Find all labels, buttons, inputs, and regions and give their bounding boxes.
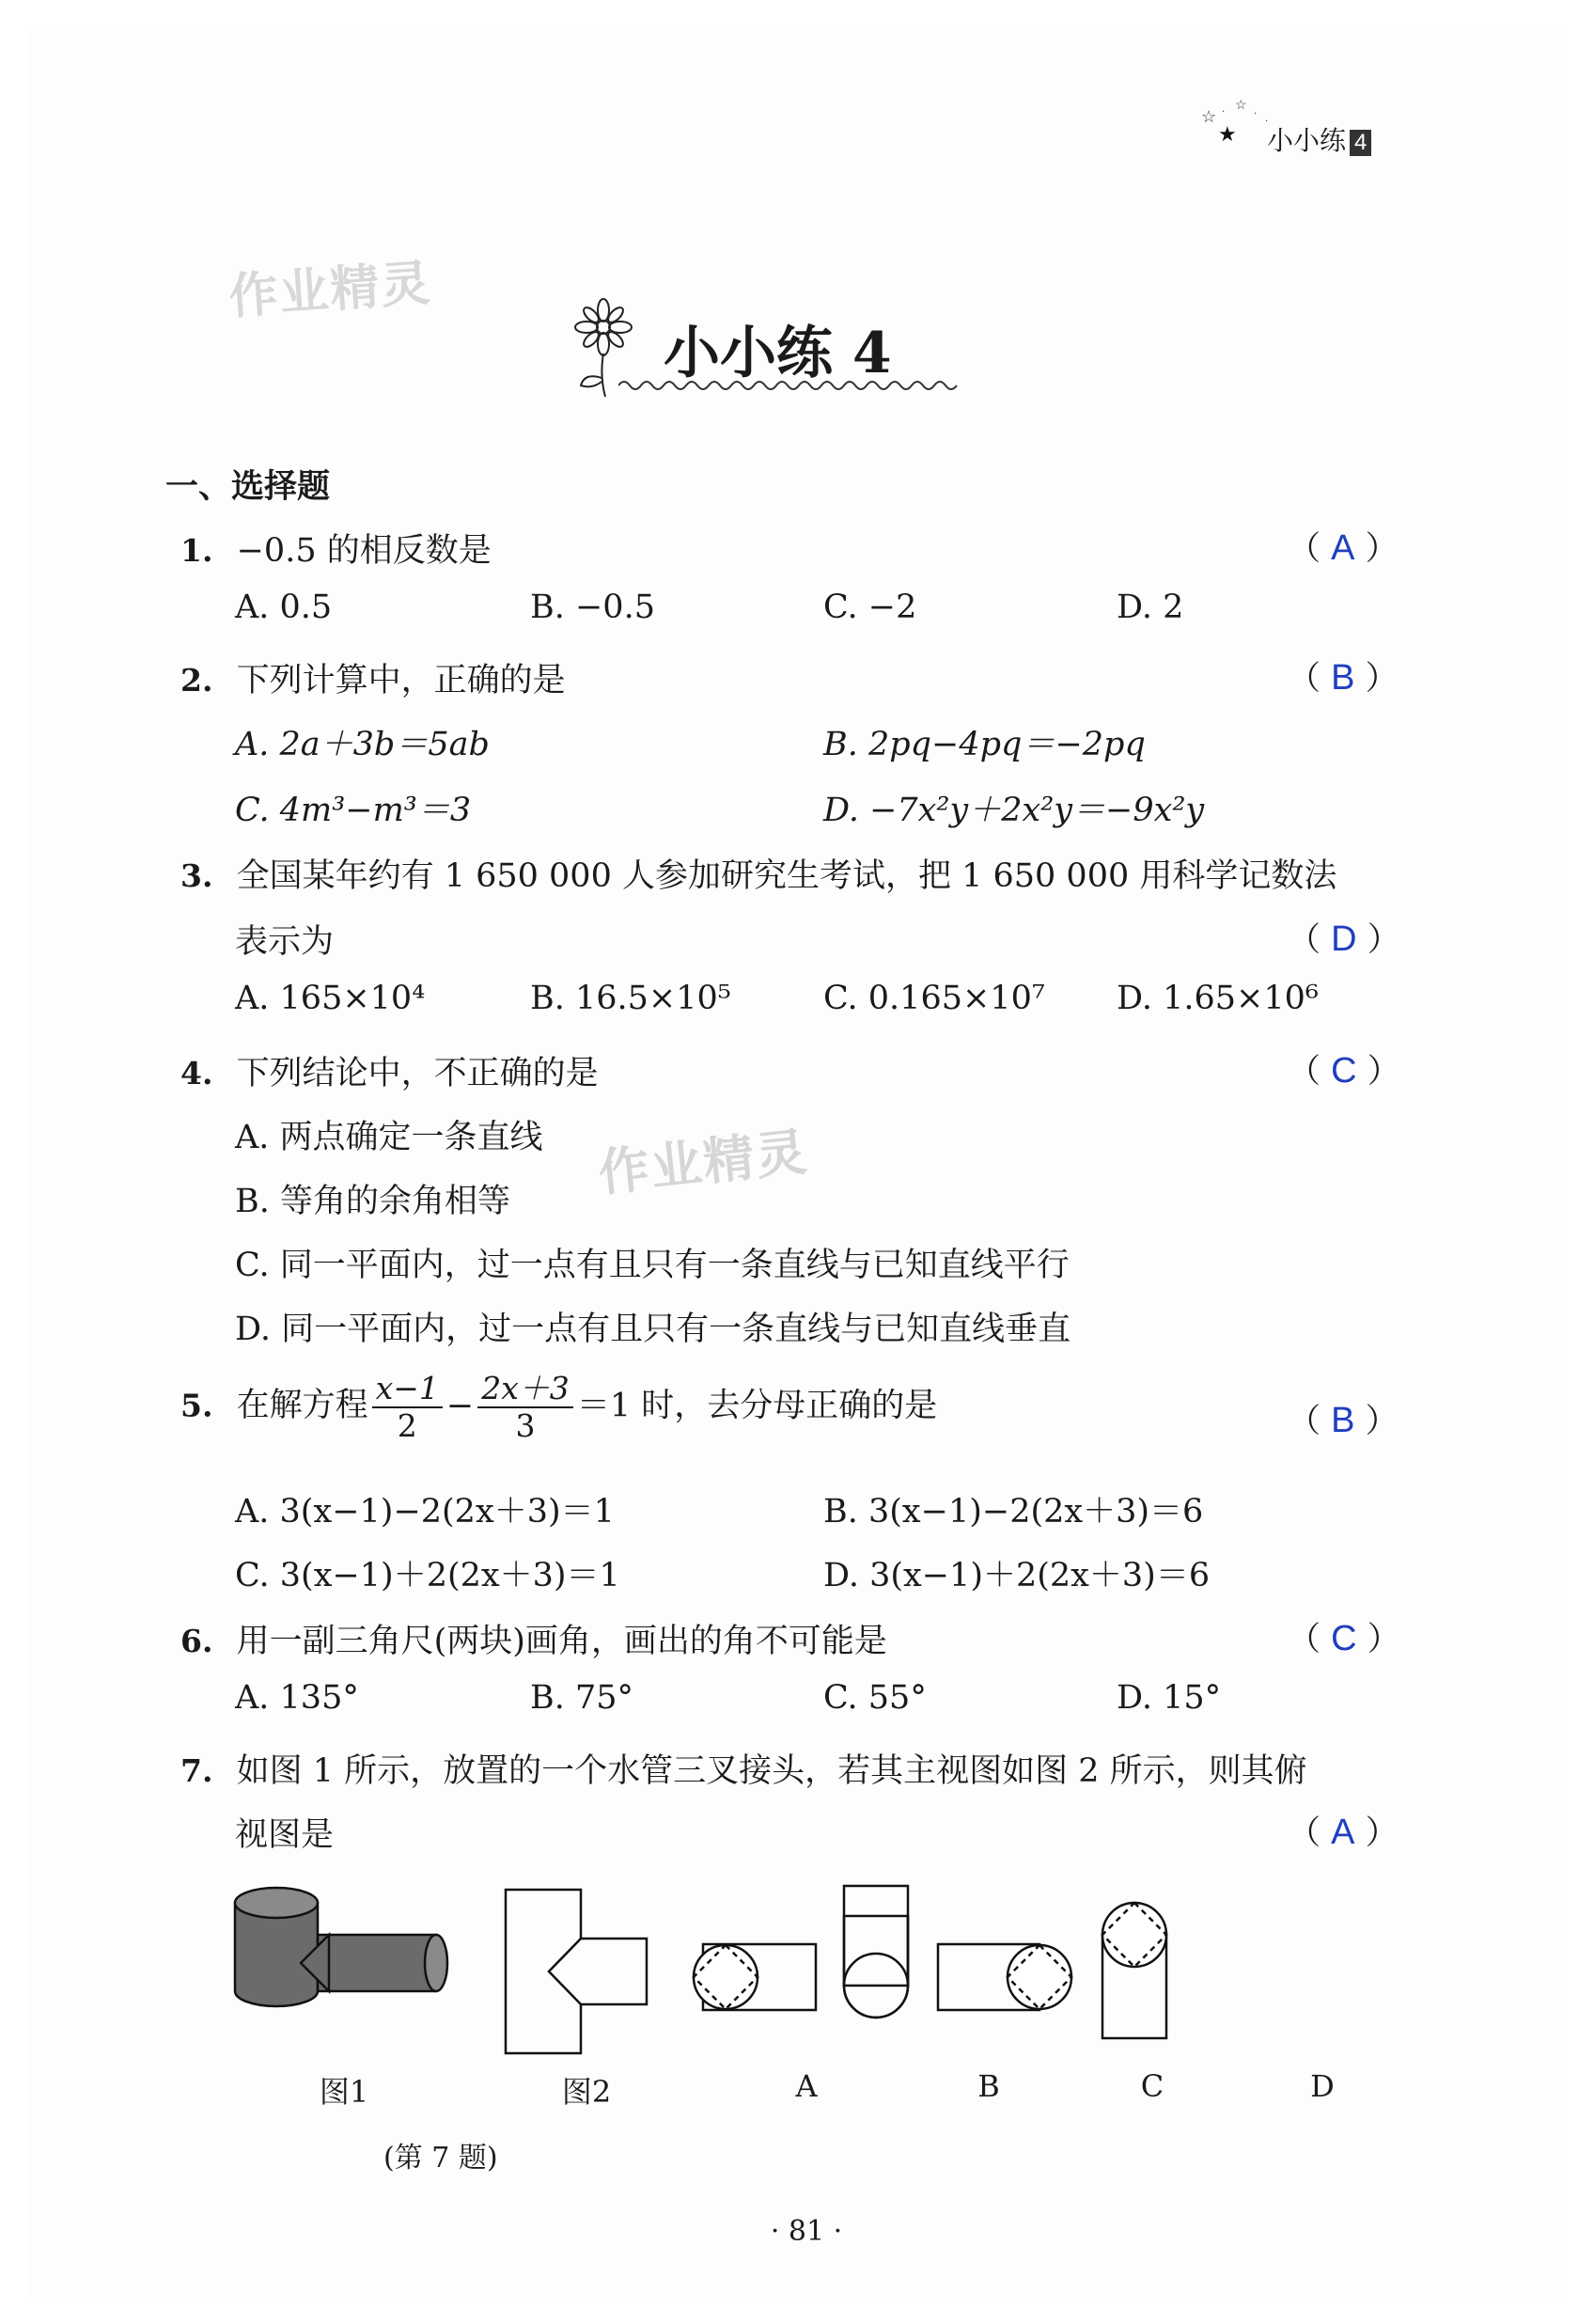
option: B. 3(x−1)−2(2x＋3)＝6 (823, 1493, 1204, 1531)
watermark-middle: 作业精灵 (595, 1123, 811, 1202)
svg-text:·: · (1254, 109, 1258, 119)
figure-1-tee-pipe (235, 1888, 447, 2006)
question-number: 2. (180, 662, 213, 699)
option: A. 两点确定一条直线 (235, 1119, 543, 1156)
fraction-numerator: 2x＋3 (477, 1371, 573, 1408)
question-stem: −0.5 的相反数是 (236, 532, 492, 570)
option-b-top-view (844, 1886, 908, 2018)
figure-label: A (795, 2068, 818, 2104)
question-number: 1. (180, 532, 213, 569)
fraction-denominator: 2 (397, 1406, 417, 1444)
question-2 (180, 654, 566, 701)
fraction-denominator: 3 (515, 1406, 536, 1444)
answer-6: C (1331, 1619, 1357, 1658)
header-label (1267, 120, 1371, 158)
option: A. 2a＋3b＝5ab (235, 726, 490, 763)
question-4 (180, 1047, 599, 1094)
question-1 (180, 525, 492, 572)
option: B. 2pq−4pq＝−2pq (823, 726, 1146, 763)
option-a-top-view (694, 1944, 816, 2010)
page-number: · 81 · (770, 2215, 843, 2248)
option-c-top-view (938, 1944, 1071, 2010)
question-stem: 在解方程 (236, 1387, 368, 1425)
option: D. 同一平面内，过一点有且只有一条直线与已知直线垂直 (235, 1311, 1071, 1348)
page-title: 小小练 4 (664, 321, 892, 386)
svg-text:·: · (1222, 107, 1226, 118)
option: D. 1.65×10⁶ (1117, 980, 1319, 1017)
question-stem: 全国某年约有 1 650 000 人参加研究生考试，把 1 650 000 用科学记数法 (236, 857, 1337, 895)
header-label-text: 小小练 (1267, 126, 1347, 155)
answer-bracket-6: （ C ） (1288, 1619, 1400, 1658)
option: B. 75° (530, 1679, 634, 1717)
fraction-numerator: x−1 (372, 1371, 443, 1408)
question-number: 4. (180, 1055, 213, 1091)
answer-5: B (1331, 1401, 1355, 1440)
answer-4: C (1331, 1051, 1357, 1091)
answer-bracket-1: （ A ） (1288, 528, 1399, 568)
question-6 (180, 1615, 887, 1662)
question-7 (180, 1745, 1307, 1792)
option: B. −0.5 (530, 589, 655, 626)
figure-2-front-view (506, 1890, 647, 2053)
fraction-1 (372, 1371, 443, 1444)
page (26, 26, 1568, 2298)
question-5 (180, 1371, 937, 1444)
section-heading: 一、选择题 (165, 467, 331, 506)
option: C. −2 (823, 589, 917, 626)
question-number: 3. (180, 857, 213, 894)
option: C. 0.165×10⁷ (823, 980, 1045, 1017)
fraction-2 (477, 1371, 573, 1444)
answer-1: A (1331, 528, 1355, 568)
question-number: 5. (180, 1387, 213, 1424)
question-stem-cont: 视图是 (235, 1816, 335, 1854)
option: D. −7x²y＋2x²y＝−9x²y (823, 792, 1205, 829)
option: C. 3(x−1)＋2(2x＋3)＝1 (235, 1557, 620, 1594)
figure-label: B (977, 2068, 1000, 2104)
question-stem: 如图 1 所示，放置的一个水管三叉接头，若其主视图如图 2 所示，则其俯 (236, 1752, 1307, 1790)
header-badge: 4 (1350, 130, 1371, 156)
figure-label: C (1140, 2068, 1164, 2104)
option: D. 2 (1117, 589, 1184, 626)
minus-sign: − (445, 1387, 475, 1425)
option: A. 3(x−1)−2(2x＋3)＝1 (235, 1493, 615, 1531)
option: D. 15° (1117, 1679, 1222, 1717)
option: A. 135° (235, 1679, 359, 1717)
question-3 (180, 850, 1336, 897)
question-number: 6. (180, 1623, 213, 1659)
answer-bracket-5: （ B ） (1288, 1401, 1399, 1440)
question-stem: ＝1 时，去分母正确的是 (576, 1387, 938, 1425)
option: A. 0.5 (235, 589, 333, 626)
option: C. 4m³−m³＝3 (235, 792, 472, 829)
svg-text:☆: ☆ (1201, 107, 1217, 127)
option: D. 3(x−1)＋2(2x＋3)＝6 (823, 1557, 1211, 1594)
question-stem: 下列结论中，不正确的是 (236, 1055, 599, 1092)
question-stem-cont: 表示为 (235, 923, 335, 961)
svg-text:☆: ☆ (1235, 98, 1247, 113)
figure-caption: (第 7 题) (383, 2142, 498, 2175)
answer-bracket-2: （ B ） (1288, 658, 1399, 698)
question-number: 7. (180, 1752, 213, 1789)
svg-text:★: ★ (1218, 123, 1237, 147)
answer-3: D (1331, 919, 1357, 959)
answer-7: A (1331, 1813, 1355, 1852)
title-wave-underline (618, 376, 966, 395)
answer-2: B (1331, 658, 1355, 698)
svg-text:·: · (1265, 117, 1269, 127)
question-7-figures (224, 1869, 1417, 2076)
answer-bracket-3: （ D ） (1288, 919, 1400, 959)
figure-label: 图2 (561, 2074, 612, 2110)
option: C. 同一平面内，过一点有且只有一条直线与已知直线平行 (235, 1247, 1070, 1284)
option-d-top-view (1102, 1903, 1166, 2038)
figure-label: 图1 (319, 2074, 369, 2110)
question-stem: 用一副三角尺(两块)画角，画出的角不可能是 (236, 1623, 887, 1660)
option: A. 165×10⁴ (235, 980, 426, 1017)
question-stem: 下列计算中，正确的是 (236, 662, 566, 699)
option: C. 55° (823, 1679, 927, 1717)
figure-label: D (1310, 2068, 1335, 2104)
option: B. 16.5×10⁵ (530, 980, 731, 1017)
answer-bracket-4: （ C ） (1288, 1051, 1400, 1091)
option: B. 等角的余角相等 (235, 1183, 510, 1220)
answer-bracket-7: （ A ） (1288, 1813, 1399, 1852)
watermark-top: 作业精灵 (227, 256, 434, 325)
